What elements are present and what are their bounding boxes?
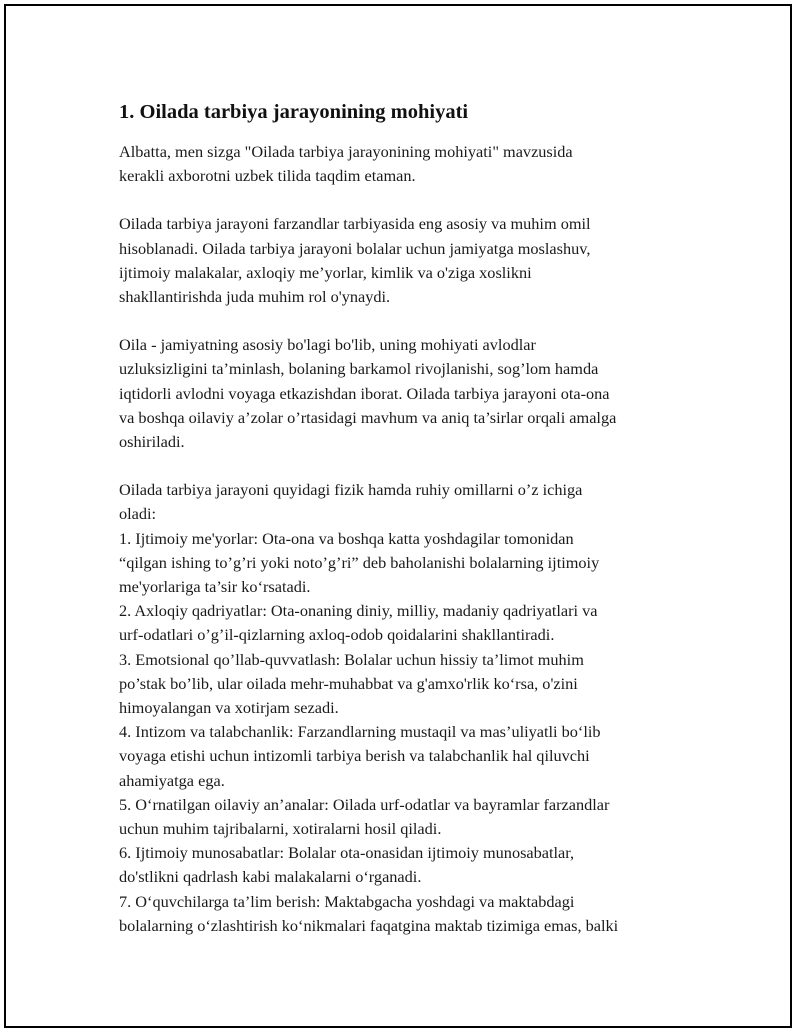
text-line: ahamiyatga ega. bbox=[119, 770, 225, 790]
text-line: 3. Emotsional qo’llab-quvvatlash: Bolalar uchun hissiy ta’limot muhim bbox=[119, 649, 584, 669]
text-line: bolalarning o‘zlashtirish ko‘nikmalari faqatgina maktab tizimiga emas, balki bbox=[119, 915, 619, 935]
text-line: uchun muhim tajribalarni, xotiralarni hosil qiladi. bbox=[119, 819, 442, 839]
text-line: iqtidorli avlodni voyaga etkazishdan iborat. Oilada tarbiya jarayoni ota-ona bbox=[119, 383, 610, 403]
document-paragraphs bbox=[119, 140, 699, 938]
text-line: 2. Axloqiy qadriyatlar: Ota-onaning diniy, milliy, madaniy qadriyatlari va bbox=[119, 601, 598, 621]
text-line: Albatta, men sizga "Oilada tarbiya jarayonining mohiyati" mavzusida bbox=[119, 142, 573, 161]
text-line: himoyalangan va xotirjam sezadi. bbox=[119, 698, 339, 718]
paragraph bbox=[119, 478, 699, 938]
text-line: urf-odatlari o’g’il-qizlarning axloq-odob qoidalarini shakllantiradi. bbox=[119, 625, 555, 645]
text-line: “qilgan ishing to’g’ri yoki noto’g’ri” deb baholanishi bolalarning ijtimoiy bbox=[119, 552, 600, 572]
document-page bbox=[4, 4, 792, 1028]
text-line: Oila - jamiyatning asosiy bo'lagi bo'lib, uning mohiyati avlodlar bbox=[119, 335, 536, 355]
text-line: Oilada tarbiya jarayoni quyidagi fizik hamda ruhiy omillarni o’z ichiga bbox=[119, 480, 583, 500]
text-line: 5. O‘rnatilgan oilaviy an’analar: Oilada urf-odatlar va bayramlar farzandlar bbox=[119, 794, 610, 814]
paragraph bbox=[119, 333, 699, 454]
text-line: uzluksizligini ta’minlash, bolaning barkamol rivojlanishi, sog’lom hamda bbox=[119, 359, 599, 379]
text-line: Oilada tarbiya jarayoni farzandlar tarbiyasida eng asosiy va muhim omil bbox=[119, 214, 591, 234]
text-line: po’stak bo’lib, ular oilada mehr-muhabbat va g'amxo'rlik ko‘rsa, o'zini bbox=[119, 673, 578, 693]
text-line: me'yorlariga ta’sir ko‘rsatadi. bbox=[119, 577, 311, 597]
paragraph bbox=[119, 140, 699, 188]
text-line: voyaga etishi uchun intizomli tarbiya berish va talabchanlik hal qiluvchi bbox=[119, 746, 590, 766]
text-line: va boshqa oilaviy a’zolar o’rtasidagi mavhum va aniq ta’sirlar orqali amalga bbox=[119, 407, 617, 427]
text-line: 1. Ijtimoiy me'yorlar: Ota-ona va boshqa katta yoshdagilar tomonidan bbox=[119, 528, 574, 548]
text-line: shakllantirishda juda muhim rol o'ynaydi. bbox=[119, 287, 391, 307]
text-line: do'stlikni qadrlash kabi malakalarni o‘rganadi. bbox=[119, 867, 422, 887]
text-line: hisoblanadi. Oilada tarbiya jarayoni bolalar uchun jamiyatga moslashuv, bbox=[119, 238, 591, 258]
document-body bbox=[119, 98, 699, 938]
text-line: 7. O‘quvchilarga ta’lim berish: Maktabgacha yoshdagi va maktabdagi bbox=[119, 891, 575, 911]
text-line: oladi: bbox=[119, 504, 157, 524]
text-line: 4. Intizom va talabchanlik: Farzandlarning mustaqil va mas’uliyatli bo‘lib bbox=[119, 722, 601, 742]
document-title: 1. Oilada tarbiya jarayonining mohiyati bbox=[119, 101, 469, 123]
text-line: oshiriladi. bbox=[119, 432, 185, 452]
paragraph bbox=[119, 212, 699, 309]
text-line: 6. Ijtimoiy munosabatlar: Bolalar ota-onasidan ijtimoiy munosabatlar, bbox=[119, 843, 575, 863]
text-line: kerakli axborotni uzbek tilida taqdim etaman. bbox=[119, 166, 416, 186]
text-line: ijtimoiy malakalar, axloqiy me’yorlar, kimlik va o'ziga xoslikni bbox=[119, 262, 532, 282]
